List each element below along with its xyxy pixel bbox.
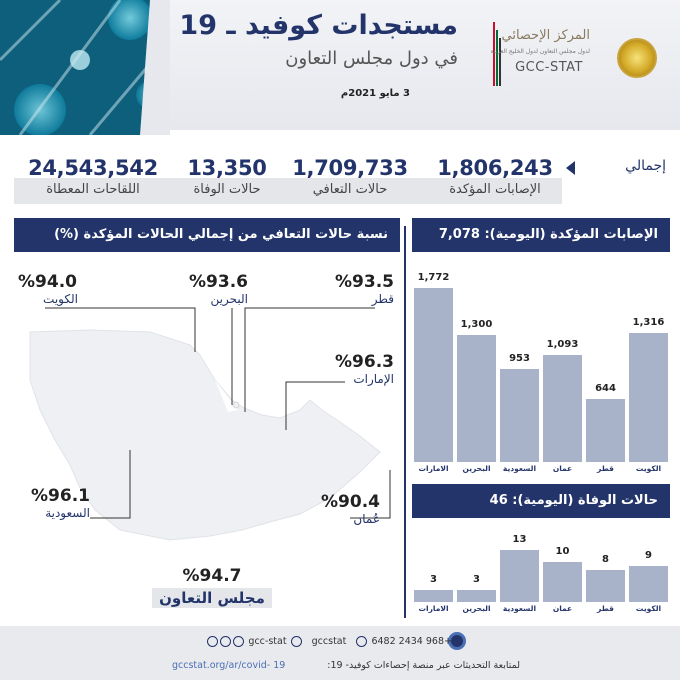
daily-cases-chart <box>412 254 670 476</box>
bar-value-label: 1,093 <box>546 338 579 350</box>
pct-qatar <box>330 272 394 306</box>
virus-illustration-icon <box>0 0 170 135</box>
pct-country: الإمارات <box>353 372 394 386</box>
page-title: مستجدات كوفيد ـ 19 <box>179 10 458 41</box>
panel-divider <box>404 226 406 618</box>
bar-value-label: 3 <box>430 574 437 585</box>
bar <box>629 566 668 602</box>
daily-deaths-title: حالات الوفاة (اليومية): 46 <box>412 484 670 518</box>
whatsapp-icon[interactable] <box>356 636 367 647</box>
pct-value: %90.4 <box>321 492 380 512</box>
pct-value: %94.7 <box>182 566 242 586</box>
total-label: حالات الوفاة <box>193 182 261 197</box>
pct-oman <box>312 492 380 526</box>
bar <box>586 570 625 602</box>
footer-note: لمتابعة التحديثات عبر منصة إحصاءات كوفيد- 19: <box>327 660 520 671</box>
bar <box>457 335 496 462</box>
total-value: 1,709,733 <box>292 156 408 180</box>
pct-country: الكويت <box>43 292 78 306</box>
bar-value-label: 3 <box>473 574 480 585</box>
instagram-icon[interactable] <box>233 636 244 647</box>
bar-value-label: 13 <box>512 534 527 545</box>
bar <box>414 590 453 602</box>
pct-value: %94.0 <box>18 272 77 292</box>
bar-value-label: 1,772 <box>417 272 450 284</box>
total-value: 24,543,542 <box>28 156 158 180</box>
pct-kuwait <box>18 272 78 306</box>
bar <box>629 333 668 462</box>
total-vaccines <box>18 156 168 197</box>
cs-handle: gcc-stat <box>248 636 287 647</box>
bar-category-label: الامارات <box>418 604 449 613</box>
bar <box>586 399 625 462</box>
pct-country: قطر <box>371 292 394 306</box>
pct-saudi <box>22 486 90 520</box>
footer-url[interactable]: gccstat.org/ar/covid- 19 <box>172 660 286 671</box>
bar-value-label: 8 <box>602 554 609 565</box>
org-sub-ar: لدول مجلس التعاون لدول الخليج العربية <box>490 48 590 55</box>
pct-value: %96.3 <box>335 352 394 372</box>
header-banner <box>0 0 680 130</box>
org-name-en: GCC-STAT <box>515 60 583 75</box>
bar-value-label: 10 <box>555 546 570 557</box>
bar-category-label: السعودية <box>502 604 537 613</box>
triangle-pointer-icon <box>566 161 575 175</box>
total-label: الإصابات المؤكدة <box>449 182 541 197</box>
phone-number: +968 2434 6482 <box>371 636 452 647</box>
pct-value: %93.6 <box>189 272 248 292</box>
org-name-ar: المركز الإحصائي <box>501 28 590 43</box>
bar-value-label: 644 <box>595 382 616 394</box>
bar-category-label: البحرين <box>462 464 491 473</box>
bar <box>457 590 496 602</box>
bar <box>543 355 582 462</box>
recovery-panel-title: نسبة حالات التعافي من إجمالي الحالات المؤكدة (%) <box>14 218 400 252</box>
bar-value-label: 1,300 <box>460 318 493 330</box>
bar-category-label: الكويت <box>635 604 662 613</box>
bar-category-label: البحرين <box>462 604 491 613</box>
pct-value: %96.1 <box>31 486 90 506</box>
total-value: 13,350 <box>187 156 267 180</box>
bar-value-label: 1,316 <box>632 317 665 329</box>
bar-category-label: عمان <box>552 464 573 473</box>
page-subtitle: في دول مجلس التعاون <box>285 48 458 69</box>
total-label: حالات التعافي <box>312 182 388 197</box>
bar-category-label: السعودية <box>502 464 537 473</box>
bar <box>414 288 453 462</box>
pct-bahrain <box>184 272 248 306</box>
daily-cases-title: الإصابات المؤكدة (اليومية): 7,078 <box>412 218 670 252</box>
total-value: 1,806,243 <box>437 156 553 180</box>
pct-country: مجلس التعاون <box>152 588 272 608</box>
pct-country: السعودية <box>45 506 90 520</box>
bar <box>543 562 582 602</box>
footer-contact <box>206 636 452 647</box>
social-handle: gccstat <box>311 636 347 647</box>
bar-category-label: عمان <box>552 604 573 613</box>
total-label: اللقاحات المعطاة <box>46 182 140 197</box>
bar-value-label: 9 <box>645 550 652 561</box>
report-date: 3 مايو 2021م <box>340 88 410 99</box>
bar-category-label: قطر <box>597 604 614 613</box>
pct-value: %93.5 <box>335 272 394 292</box>
total-deaths <box>172 156 282 197</box>
bar-category-label: الامارات <box>418 464 449 473</box>
facebook-icon[interactable] <box>207 636 218 647</box>
bar <box>500 369 539 462</box>
bar <box>500 550 539 602</box>
bar-value-label: 953 <box>509 352 530 364</box>
bar-category-label: الكويت <box>635 464 662 473</box>
daily-deaths-chart <box>412 520 670 616</box>
twitter-icon[interactable] <box>220 636 231 647</box>
total-recovered <box>285 156 415 197</box>
total-confirmed <box>430 156 560 197</box>
bar-category-label: قطر <box>597 464 614 473</box>
gcc-emblem-icon <box>617 38 657 78</box>
totals-label: إجمالي <box>625 158 666 174</box>
pct-uae <box>330 352 394 386</box>
pct-country: عُمان <box>353 512 380 526</box>
pct-gcc <box>152 566 272 608</box>
footer <box>0 626 680 680</box>
at-icon[interactable] <box>291 636 302 647</box>
pct-country: البحرين <box>210 292 248 306</box>
gcc-stat-logo <box>480 22 665 92</box>
